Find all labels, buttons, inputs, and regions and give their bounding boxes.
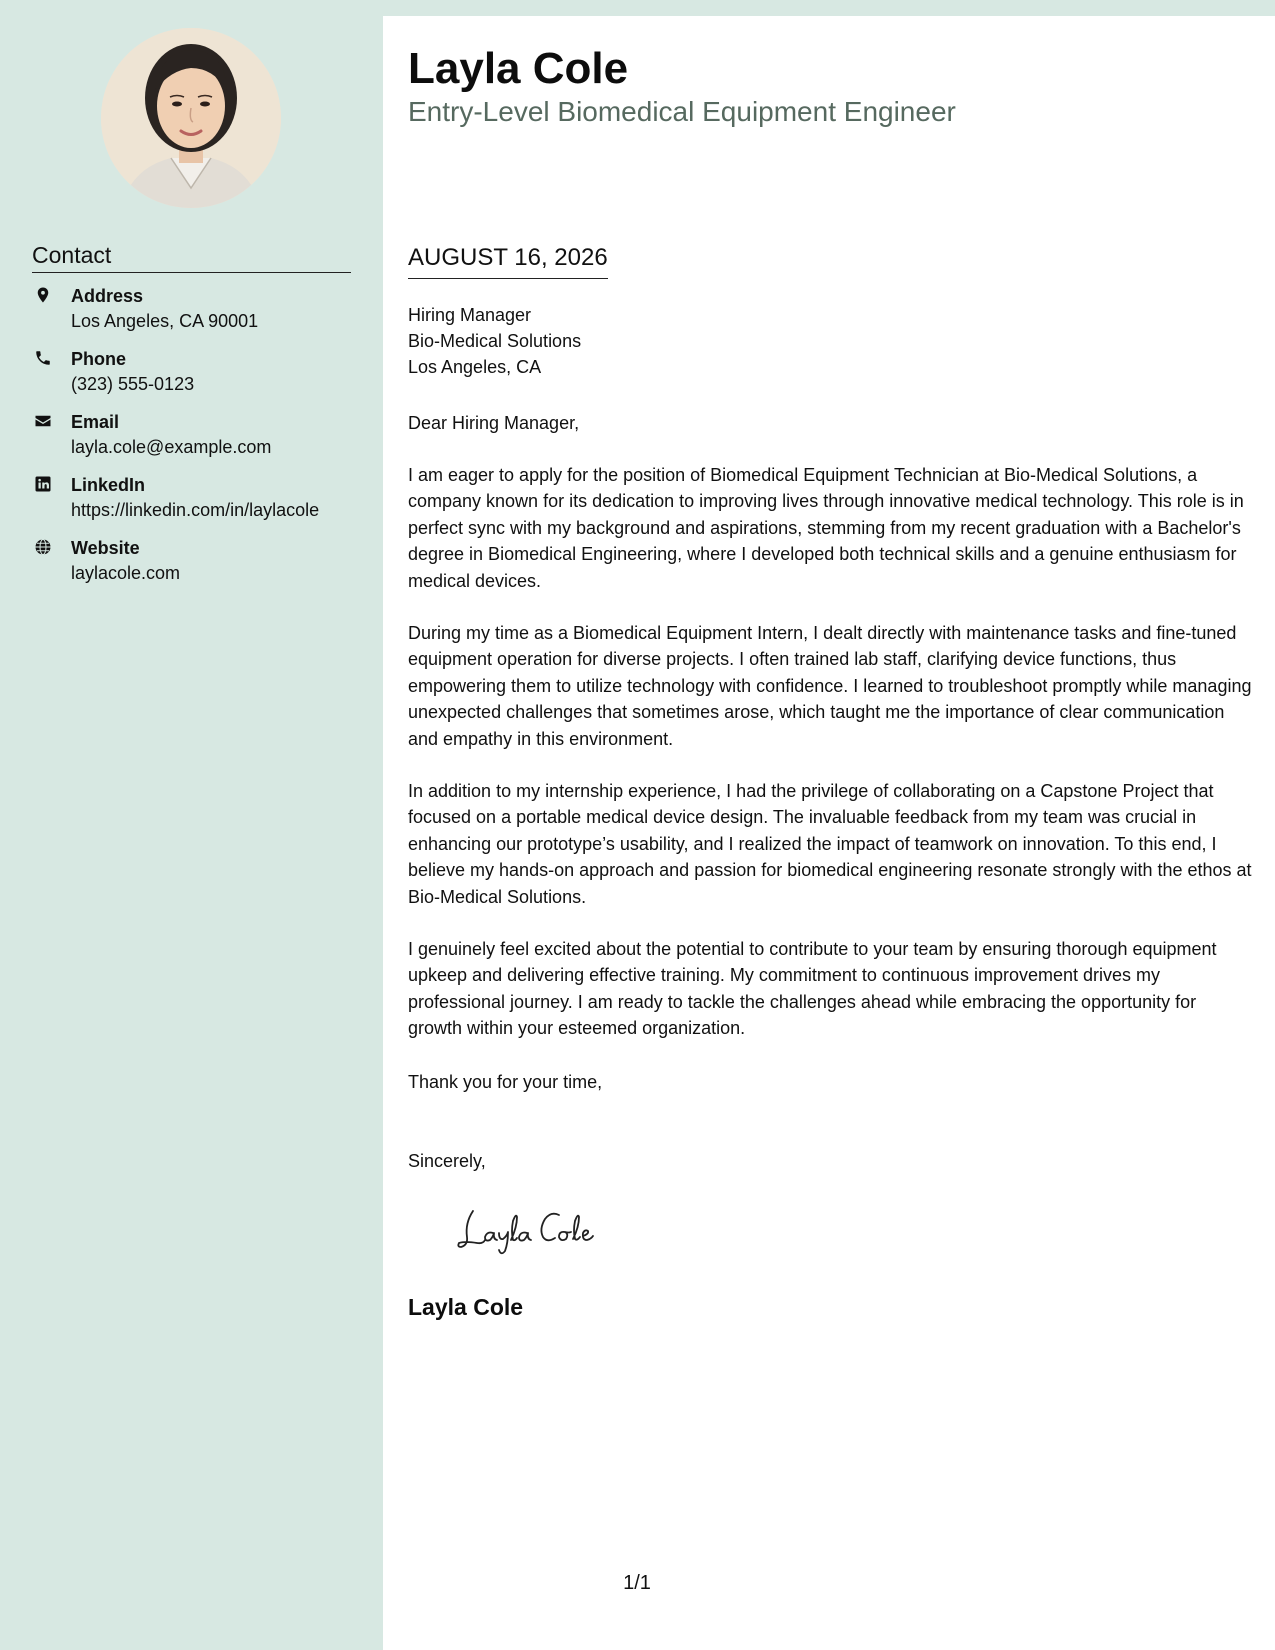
globe-icon: [34, 538, 52, 556]
handwritten-signature: [455, 1203, 630, 1258]
contact-item-phone: [32, 347, 372, 410]
contact-value: (323) 555-0123: [71, 374, 195, 394]
body-paragraph: I am eager to apply for the position of Biomedical Equipment Technician at Bio-Medical Solutions, a company known for its dedication to improving lives through innovative medical technology. This role is in perfect sync with my background and aspirations, stemming from my recent graduation with a Bachelor's degree in Biomedical Engineering, where I developed both technical skills and a genuine enthusiasm for medical devices.: [408, 465, 1244, 591]
signed-name: Layla Cole: [408, 1294, 524, 1320]
contact-list: [32, 284, 372, 599]
contact-label: Email: [71, 412, 120, 432]
recipient-line: Los Angeles, CA: [408, 357, 542, 377]
contact-item-website: [32, 536, 372, 599]
signature: [455, 1203, 630, 1258]
contact-label: Address: [71, 286, 144, 306]
linkedin-icon: [34, 475, 52, 493]
contact-value: Los Angeles, CA 90001: [71, 311, 259, 331]
page-number: 1/1: [623, 1572, 651, 1594]
body-paragraph: During my time as a Biomedical Equipment Intern, I dealt directly with maintenance tasks and fine-tuned equipment operation for diverse projects. I often trained lab staff, clarifying device functions, thus empowering them to utilize technology with confidence. I learned to troubleshoot promptly while managing unexpected challenges that sometimes arose, which taught me the importance of clear communication and empathy in this environment.: [408, 623, 1252, 749]
envelope-icon: [34, 412, 52, 430]
sign-off: Sincerely,: [408, 1151, 486, 1171]
contact-item-address: [32, 284, 372, 347]
contact-value[interactable]: https://linkedin.com/in/laylacole: [71, 500, 320, 520]
phone-icon: [34, 349, 52, 367]
contact-heading: Contact: [32, 240, 351, 273]
contact-value[interactable]: layla.cole@example.com: [71, 437, 272, 457]
body-paragraph: In addition to my internship experience, I had the privilege of collaborating on a Capstone Project that focused on a portable medical device design. The invaluable feedback from my team was crucial in enhancing our prototype’s usability, and I realized the impact of teamwork on innovation. To this end, I believe my hands-on approach and passion for biomedical engineering resonate strongly with the ethos at Bio-Medical Solutions.: [408, 781, 1252, 907]
sidebar: [0, 0, 383, 1650]
contact-label: Phone: [71, 349, 127, 369]
body-paragraph: I genuinely feel excited about the potential to contribute to your team by ensuring thorough equipment upkeep and delivering effective training. My commitment to continuous improvement drives my professional journey. I am ready to tackle the challenges ahead while embracing the opportunity for growth within your esteemed organization.: [408, 939, 1217, 1039]
recipient-block: [408, 302, 1253, 380]
contact-item-email: [32, 410, 372, 473]
map-pin-icon: [34, 286, 52, 304]
contact-label: LinkedIn: [71, 475, 146, 495]
applicant-title: Entry-Level Biomedical Equipment Engineer: [408, 96, 956, 127]
recipient-line: Hiring Manager: [408, 305, 532, 325]
greeting: Dear Hiring Manager,: [408, 413, 580, 433]
contact-item-linkedin: [32, 473, 372, 536]
applicant-name: Layla Cole: [408, 44, 629, 93]
contact-label: Website: [71, 538, 140, 558]
avatar: [101, 28, 281, 208]
contact-value[interactable]: laylacole.com: [71, 563, 181, 583]
recipient-line: Bio-Medical Solutions: [408, 331, 582, 351]
closing-line: Thank you for your time,: [408, 1072, 603, 1092]
letter-date: AUGUST 16, 2026: [408, 242, 608, 279]
profile-photo: [101, 28, 281, 208]
